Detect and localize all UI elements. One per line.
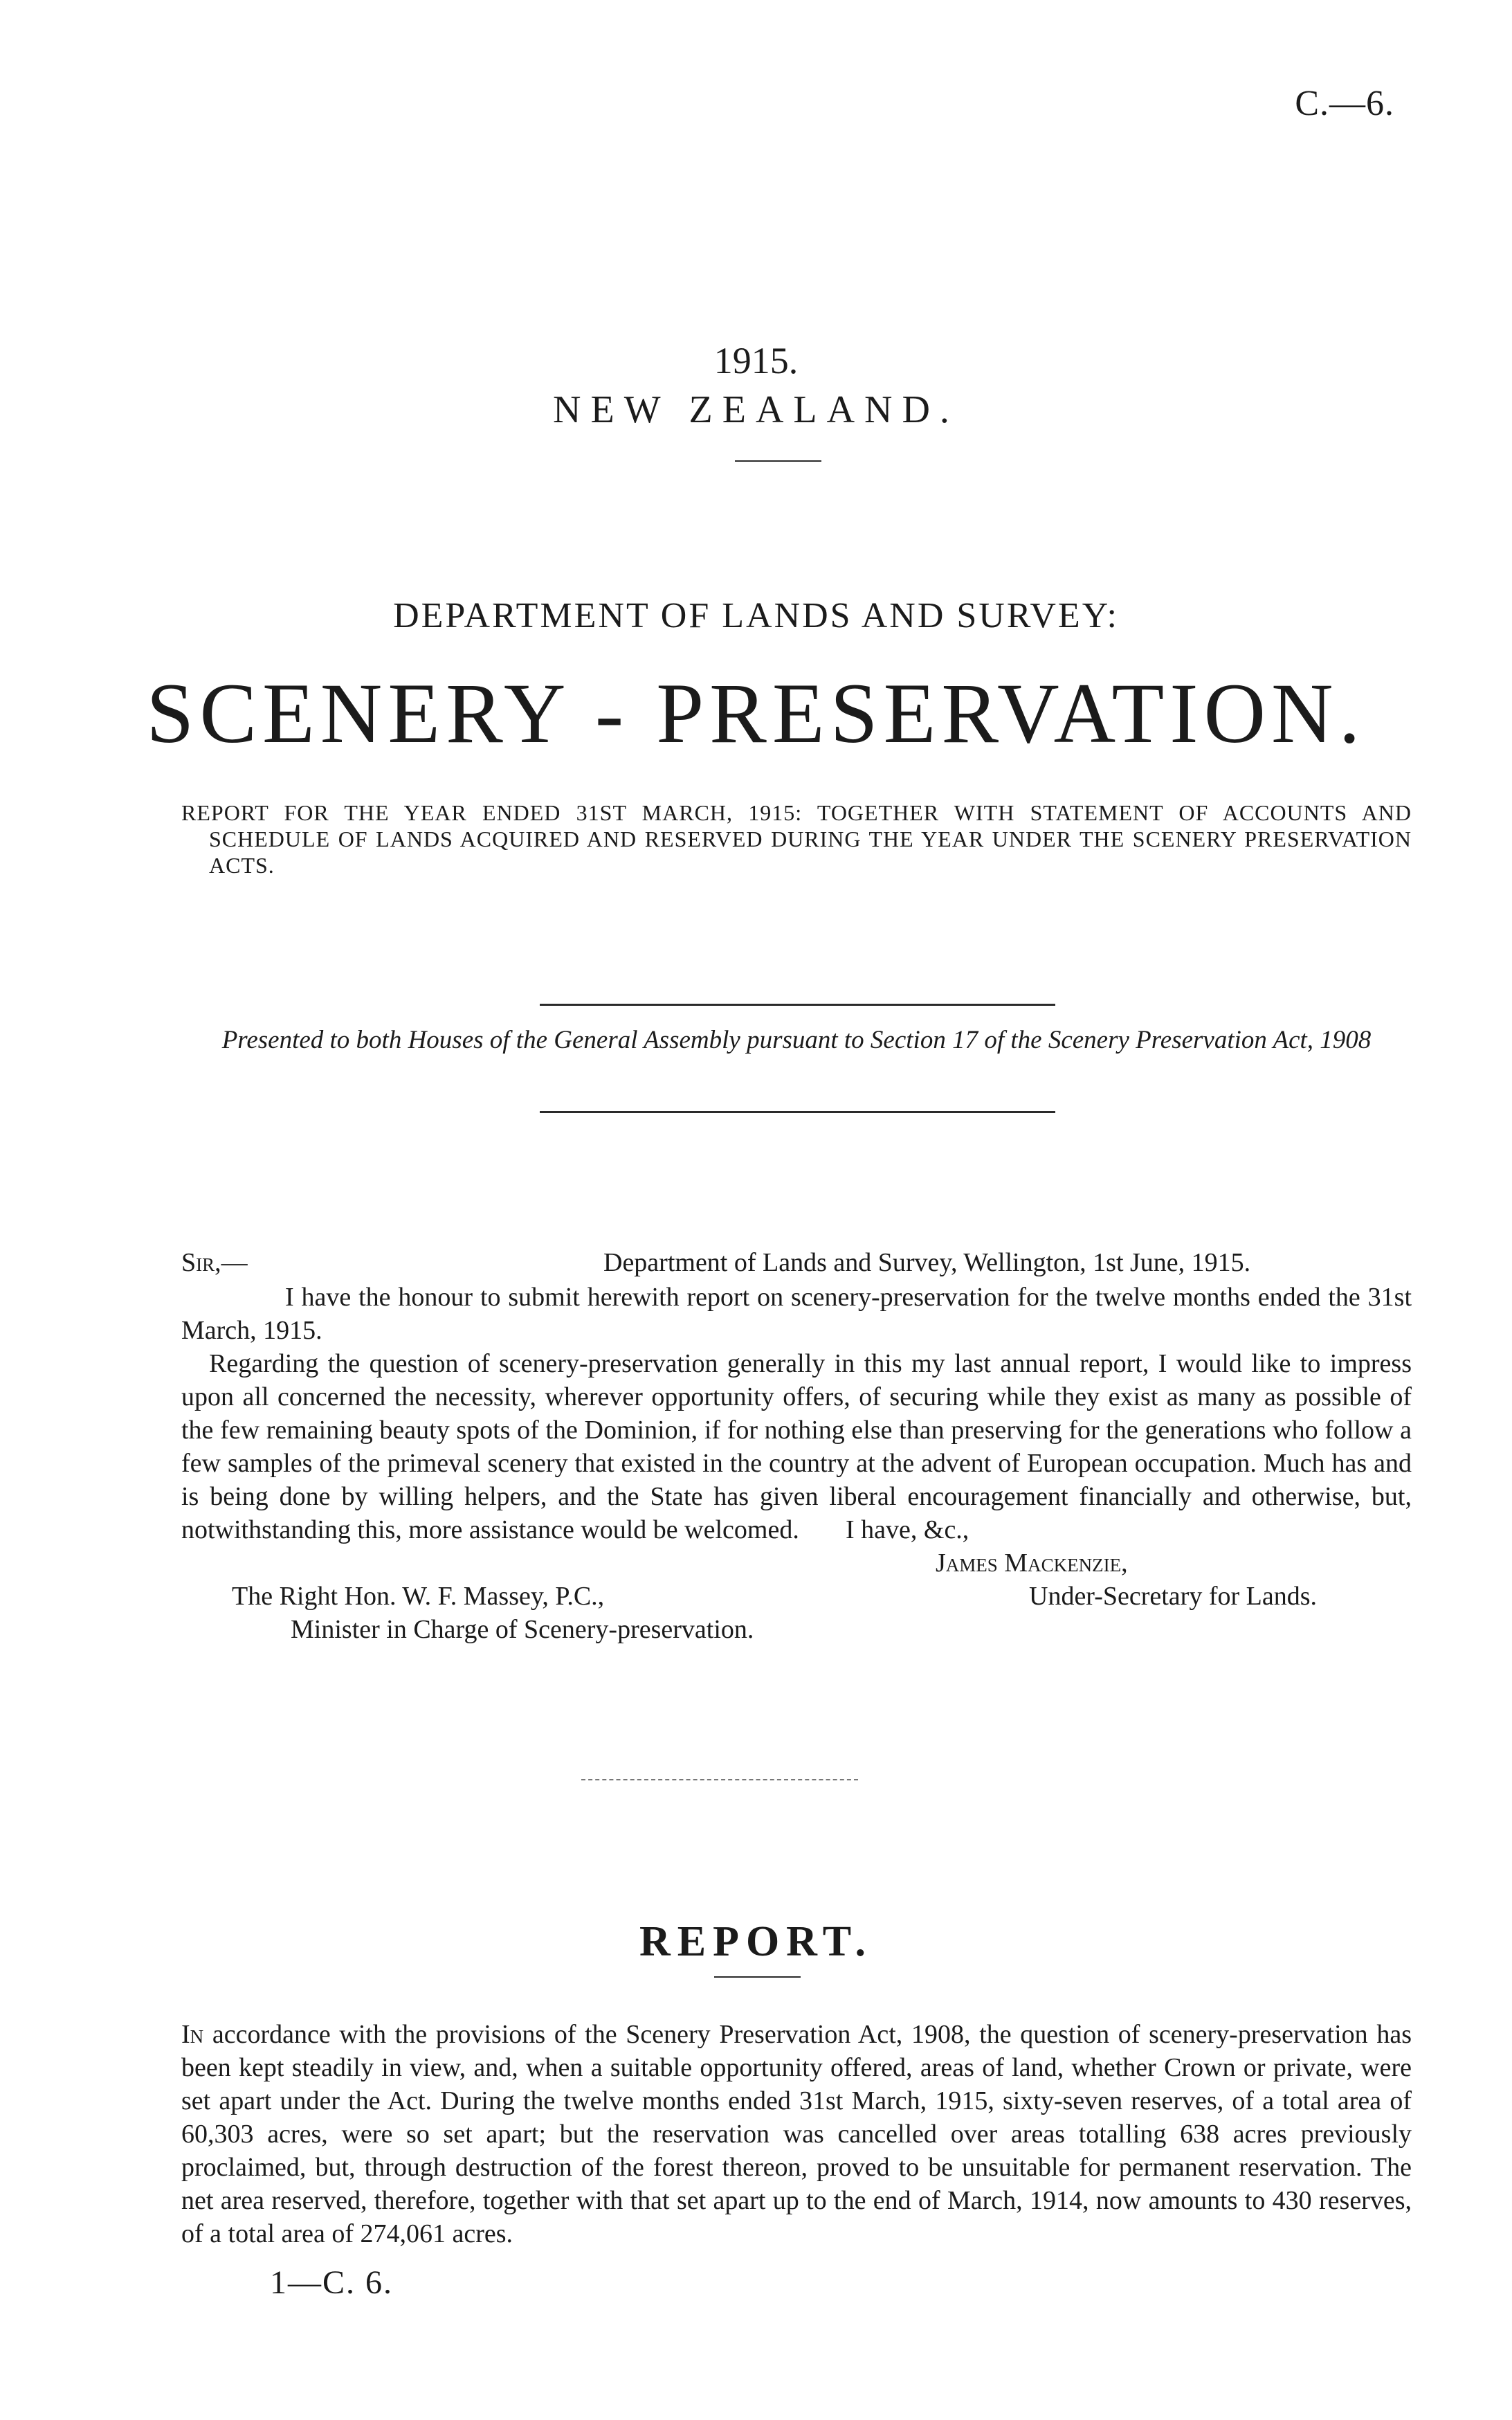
letter-paragraph-1: I have the honour to submit herewith report on scenery-preservation for the twelve months ended the 31st March, 1915. [181, 1283, 1412, 1345]
year: 1915. [713, 340, 799, 381]
main-title: SCENERY - PRESERVATION. [146, 666, 1366, 761]
department-heading: DEPARTMENT OF LANDS AND SURVEY: [393, 596, 1119, 635]
page-ref: 1—C. 6. [270, 2264, 394, 2301]
country: NEW ZEALAND. [553, 388, 959, 431]
letter-address: Department of Lands and Survey, Wellington, 1st June, 1915. [603, 1248, 1251, 1277]
divider-presented-top [540, 1004, 1055, 1006]
signatory-title: Under-Secretary for Lands. [1029, 1582, 1317, 1611]
letter-paragraph-2: Regarding the question of scenery-preservation generally in this my last annual report, I would like to impress upon all concerned the necessity, wherever opportunity offers, of securing while they exist as many as possible of the few remaining beauty spots of the Dominion, if for nothing else than preserving for the generations who follow a few samples of the primeval scenery that existed in the country at the advent of European occupation. Much has and is being done by willing helpers, and the State has given liberal encouragement financially and otherwise, but, notwithstanding this, more assistance would be welcomed. [181, 1349, 1412, 1544]
report-subtitle: REPORT FOR THE YEAR ENDED 31ST MARCH, 1915: TOGETHER WITH STATEMENT OF ACCOUNTS AND SCHEDULE OF LANDS ACQUIRED AND RESERVED DURING THE YEAR UNDER THE SCENERY PRESERVATION ACTS. [181, 800, 1412, 878]
letter-closing: I have, &c., [846, 1515, 969, 1544]
letter-salutation: Sir,— [181, 1248, 248, 1277]
letter-recipient: The Right Hon. W. F. Massey, P.C., [232, 1582, 605, 1611]
report-lead-word: In [181, 2020, 204, 2049]
divider-presented-bottom [540, 1111, 1055, 1113]
signatory-name: James Mackenzie, [936, 1548, 1128, 1578]
letter-body [181, 1281, 1412, 1546]
section-divider [581, 1779, 858, 1780]
report-heading: REPORT. [639, 1918, 873, 1965]
report-body-text: accordance with the provisions of the Scenery Preservation Act, 1908, the question of scenery-preservation has been kept steadily in view, and, when a suitable opportunity offered, areas of land, whether Crown or private, were set apart under the Act. During the twelve months ended 31st March, 1915, sixty-seven reserves, of a total area of 60,303 acres, were so set apart; but the reservation was cancelled over areas totalling 638 acres previously proclaimed, but, through destruction of the forest thereon, proved to be unsuitable for permanent reservation. The net area reserved, therefore, together with that set apart up to the end of March, 1914, now amounts to 430 reserves, of a total area of 274,061 acres. [181, 2020, 1412, 2248]
presented-note: Presented to both Houses of the General Assembly pursuant to Section 17 of the Scenery Preservation Act, 1908 [221, 1026, 1372, 1054]
divider-short-2 [714, 1976, 801, 1978]
report-body [181, 2018, 1412, 2250]
doc-ref: C.—6. [1295, 84, 1394, 123]
divider-short-1 [735, 460, 821, 462]
recipient-role: Minister in Charge of Scenery-preservation. [291, 1615, 754, 1644]
